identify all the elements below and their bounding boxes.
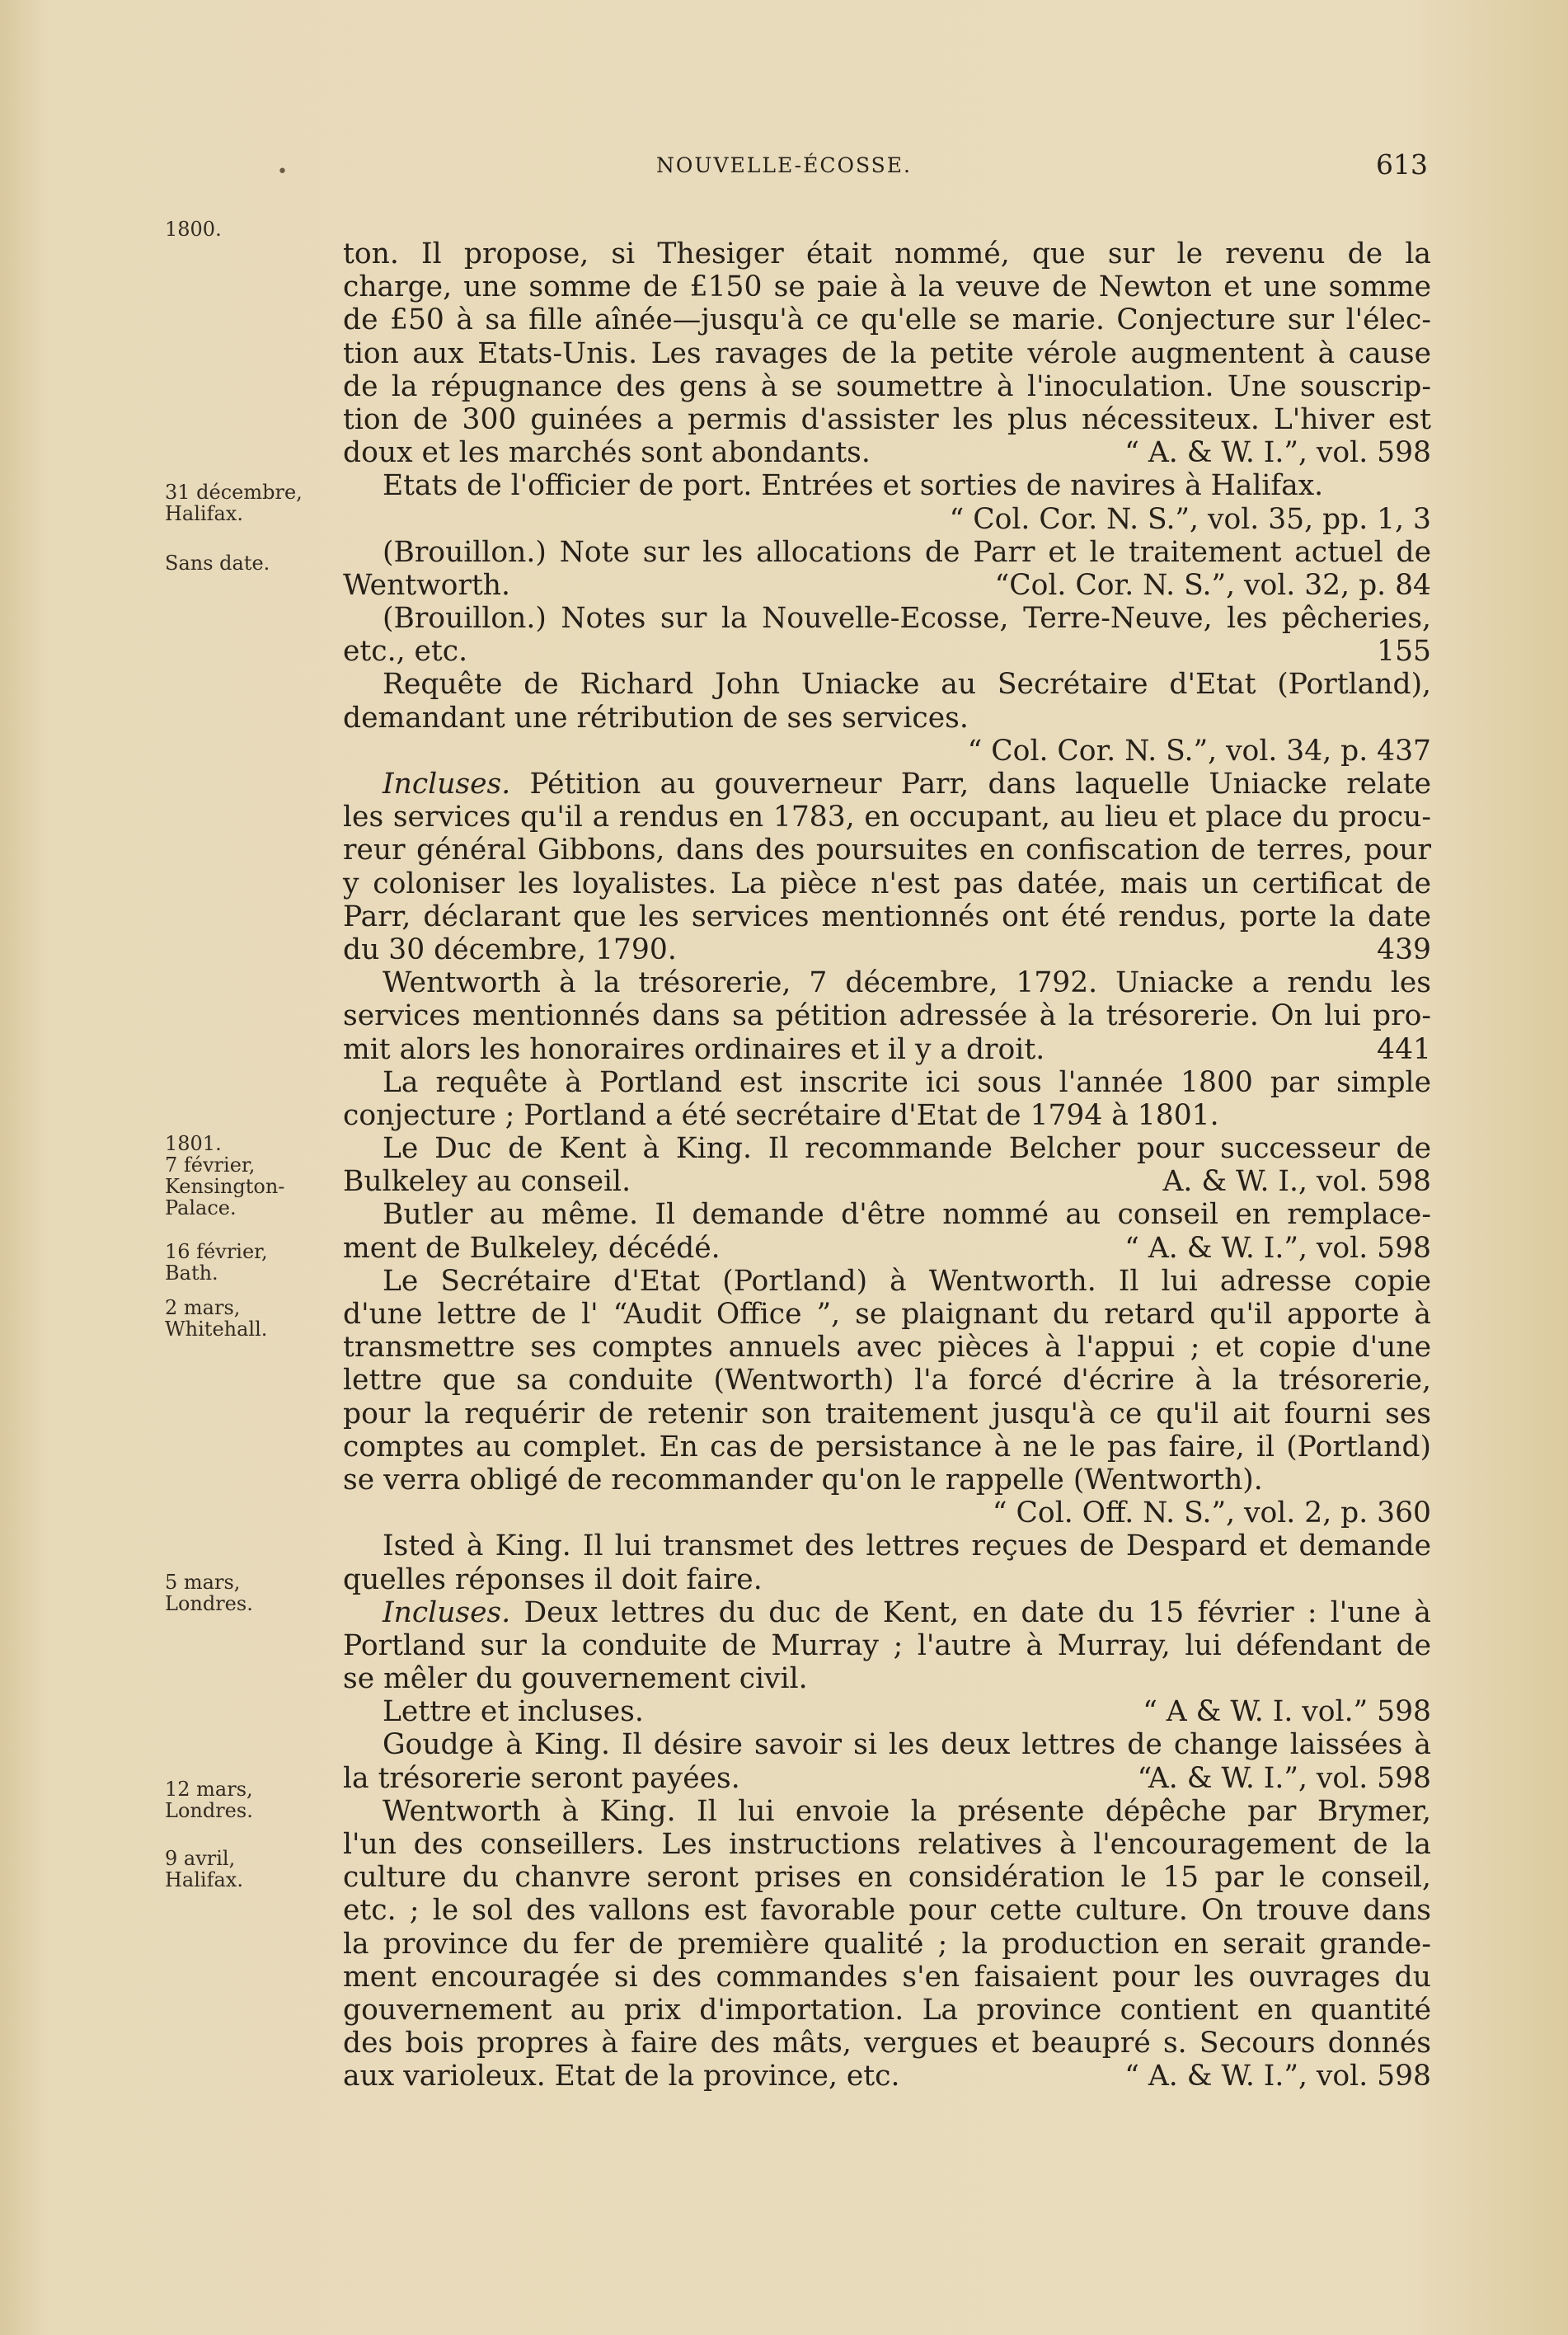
line-text: Wentworth à King. Il lui envoie la présente dépêche par Brymer, (383, 1794, 1431, 1828)
margin-note-line: 2 mars, (165, 1296, 241, 1319)
margin-date-note (165, 1297, 342, 1340)
reference-citation: 441 (1377, 1032, 1431, 1066)
margin-note-line: 1801. (165, 1132, 222, 1155)
text-line (343, 1994, 1431, 2027)
line-text: Wentworth à la trésorerie, 7 décembre, 1792. Uniacke a rendu les (383, 966, 1431, 1000)
text-line (343, 1398, 1431, 1431)
line-text: lettre que sa conduite (Wentworth) l'a forcé d'écrire à la trésorerie, (343, 1364, 1431, 1398)
line-text: Portland sur la conduite de Murray ; l'autre à Murray, lui défendant de (343, 1628, 1431, 1662)
line-text: (Brouillon.) Note sur les allocations de Parr et le traitement actuel de (383, 535, 1431, 569)
margin-date-note (165, 1572, 342, 1614)
line-text: La requête à Portland est inscrite ici sous l'année 1800 par simple (383, 1065, 1431, 1099)
line-text: etc. ; le sol des vallons est favorable pour cette culture. On trouve dans (343, 1894, 1431, 1928)
margin-note-line: 16 février, (165, 1240, 268, 1263)
text-line (343, 1463, 1431, 1496)
text-line (343, 1132, 1431, 1165)
text-line (343, 1861, 1431, 1894)
line-text: comptes au complet. En cas de persistance à ne le pas faire, il (Portland) (343, 1430, 1431, 1463)
margin-note-line: Sans date. (165, 552, 270, 575)
line-text: l'un des conseillers. Les instructions relatives à l'encouragement de la (343, 1828, 1431, 1861)
reference-citation: “Col. Cor. N. S.”, vol. 32, p. 84 (994, 568, 1431, 602)
line-text: ton. Il propose, si Thesiger était nommé, que sur le revenu de la (343, 237, 1431, 270)
line-text: reur général Gibbons, dans des poursuites en confiscation de terres, pour (343, 834, 1431, 867)
line-text: ment de Bulkeley, décédé. (343, 1231, 721, 1265)
text-line (343, 1066, 1431, 1099)
text-line (343, 602, 1431, 635)
text-line (343, 1431, 1431, 1463)
text-line (343, 1198, 1431, 1231)
line-text: Etats de l'officier de port. Entrées et sorties de navires à Halifax. (383, 469, 1324, 503)
text-line (343, 801, 1431, 834)
line-text: conjecture ; Portland a été secrétaire d'Etat de 1794 à 1801. (343, 1098, 1219, 1132)
page-header (0, 148, 1568, 195)
text-line (343, 867, 1431, 900)
margin-date-note (165, 552, 342, 574)
line-text: etc., etc. (343, 635, 468, 669)
line-text: Requête de Richard John Uniacke au Secrétaire d'Etat (Portland), (383, 668, 1431, 702)
text-line (343, 2060, 1431, 2093)
line-text: Wentworth. (343, 568, 510, 602)
reference-citation: “A. & W. I.”, vol. 598 (1137, 1761, 1431, 1795)
line-text: Bulkeley au conseil. (343, 1165, 631, 1199)
text-line (343, 1563, 1431, 1596)
text-line (343, 1298, 1431, 1331)
margin-note-line: Halifax. (165, 502, 243, 525)
text-line (343, 436, 1431, 469)
line-text: des bois propres à faire des mâts, vergues et beaupré s. Secours donnés (343, 2027, 1431, 2060)
margin-note-line: 9 avril, (165, 1847, 236, 1870)
text-line (343, 900, 1431, 933)
text-line (343, 1795, 1431, 1828)
line-text: Deux lettres du duc de Kent, en date du 15 février : l'une à (510, 1595, 1431, 1629)
text-line (343, 668, 1431, 701)
text-line (343, 270, 1431, 303)
line-text: de £50 à sa fille aînée—jusqu'à ce qu'elle se marie. Conjecture sur l'élec- (343, 303, 1431, 337)
line-text: mit alors les honoraires ordinaires et il y a droit. (343, 1032, 1045, 1066)
margin-note-line: Londres. (165, 1592, 253, 1615)
text-line (343, 370, 1431, 403)
line-text: d'une lettre de l' “Audit Office ”, se plaignant du retard qu'il apporte à (343, 1298, 1431, 1331)
text-line (343, 237, 1431, 270)
text-line (343, 834, 1431, 867)
reference-citation: “ A. & W. I.”, vol. 598 (1124, 436, 1431, 470)
margin-date-note (165, 1241, 342, 1284)
margin-note-line: Bath. (165, 1261, 218, 1285)
line-text: charge, une somme de £150 se paie à la veuve de Newton et une somme (343, 270, 1431, 304)
text-line (343, 702, 1431, 735)
line-text: (Brouillon.) Notes sur la Nouvelle-Ecosse, Terre-Neuve, les pêcheries, (383, 602, 1431, 636)
text-line (343, 1596, 1431, 1629)
margin-note-line: 1800. (165, 218, 222, 241)
text-line (343, 503, 1431, 536)
text-line (343, 1099, 1431, 1132)
line-text: tion aux Etats-Unis. Les ravages de la petite vérole augmentent à cause (343, 336, 1431, 370)
margin-date-note (165, 1778, 342, 1821)
margin-date-note (165, 1133, 342, 1219)
line-text: transmettre ses comptes annuels avec pièces à l'appui ; et copie d'une (343, 1331, 1431, 1365)
text-line (343, 1265, 1431, 1298)
line-text: se mêler du gouvernement civil. (343, 1662, 808, 1696)
italic-label: Incluses. (383, 768, 511, 801)
line-text: Le Duc de Kent à King. Il recommande Belcher pour successeur de (383, 1132, 1431, 1166)
line-text: Goudge à King. Il désire savoir si les deux lettres de change laissées à (383, 1728, 1431, 1762)
text-line (343, 768, 1431, 801)
line-text: “ Col. Cor. N. S.”, vol. 34, p. 437 (967, 734, 1431, 768)
text-line (343, 1529, 1431, 1562)
line-text: les services qu'il a rendus en 1783, en occupant, au lieu et place du procu- (343, 801, 1431, 834)
text-line (343, 1629, 1431, 1662)
text-line (343, 933, 1431, 966)
margin-note-line: Halifax. (165, 1868, 243, 1891)
margin-note-line: Kensington- (165, 1175, 285, 1198)
text-line (343, 469, 1431, 502)
italic-label: Incluses. (383, 1595, 511, 1629)
line-text: la trésorerie seront payées. (343, 1761, 740, 1795)
page-number: 613 (1376, 148, 1428, 181)
line-text: de la répugnance des gens à se soumettre à l'inoculation. Une souscrip- (343, 369, 1431, 403)
running-title: NOUVELLE-ÉCOSSE. (656, 153, 912, 177)
text-line (343, 1728, 1431, 1761)
text-line (343, 1928, 1431, 1961)
line-text: tion de 300 guinées a permis d'assister les plus nécessiteux. L'hiver est (343, 402, 1431, 436)
text-line (343, 1762, 1431, 1795)
line-text: gouvernement au prix d'importation. La province contient en quantité (343, 1993, 1431, 2027)
text-line (343, 635, 1431, 668)
text-line (343, 569, 1431, 602)
margin-date-note (165, 482, 342, 524)
text-line (343, 2027, 1431, 2060)
text-line (343, 303, 1431, 336)
text-line (343, 1364, 1431, 1397)
line-text: demandant une rétribution de ses services. (343, 701, 969, 735)
margin-note-line: 12 mars, (165, 1778, 253, 1801)
margin-note-line: Londres. (165, 1799, 253, 1822)
line-text: Pétition au gouverneur Parr, dans laquelle Uniacke relate (510, 768, 1431, 801)
text-line (343, 1961, 1431, 1994)
line-text: doux et les marchés sont abondants. (343, 436, 871, 470)
line-text: “ Col. Cor. N. S.”, vol. 35, pp. 1, 3 (949, 502, 1431, 536)
line-text: Butler au même. Il demande d'être nommé au conseil en remplace- (383, 1198, 1431, 1232)
margin-note-line: 5 mars, (165, 1571, 241, 1594)
text-line (343, 1331, 1431, 1364)
text-line (343, 1894, 1431, 1927)
text-line (343, 1033, 1431, 1066)
reference-citation: “ A. & W. I.”, vol. 598 (1124, 1231, 1431, 1265)
text-line (343, 1662, 1431, 1695)
line-text: du 30 décembre, 1790. (343, 933, 677, 966)
text-line (343, 1232, 1431, 1265)
margin-note-line: 7 février, (165, 1153, 256, 1177)
margin-note-line: Palace. (165, 1196, 237, 1219)
margin-note-line: Whitehall. (165, 1318, 268, 1341)
line-text: la province du fer de première qualité ; la production en serait grande- (343, 1927, 1431, 1961)
line-text: aux varioleux. Etat de la province, etc. (343, 2060, 900, 2093)
margin-date-note (165, 1848, 342, 1891)
line-text: culture du chanvre seront prises en considération le 15 par le conseil, (343, 1861, 1431, 1895)
line-text: “ Col. Off. N. S.”, vol. 2, p. 360 (992, 1496, 1431, 1530)
text-line (343, 337, 1431, 370)
line-text: Lettre et incluses. (383, 1695, 644, 1729)
reference-citation: 155 (1377, 635, 1431, 669)
text-line (343, 999, 1431, 1032)
reference-citation: “ A & W. I. vol.” 598 (1143, 1695, 1431, 1729)
text-line (343, 1828, 1431, 1861)
ink-mark: • (277, 162, 288, 182)
text-line (343, 1165, 1431, 1198)
line-text: ment encouragée si des commandes s'en faisaient pour les ouvrages du (343, 1960, 1431, 1994)
line-text: Parr, déclarant que les services mentionnés ont été rendus, porte la date (343, 900, 1431, 933)
line-text: services mentionnés dans sa pétition adressée à la trésorerie. On lui pro- (343, 999, 1431, 1033)
line-text: se verra obligé de recommander qu'on le rappelle (Wentworth). (343, 1463, 1263, 1496)
line-text: Isted à King. Il lui transmet des lettres reçues de Despard et demande (383, 1529, 1431, 1563)
text-line (343, 403, 1431, 436)
text-line (343, 966, 1431, 999)
line-text: pour la requérir de retenir son traitement jusqu'à ce qu'il ait fourni ses (343, 1397, 1431, 1431)
reference-citation: A. & W. I., vol. 598 (1162, 1165, 1431, 1199)
line-text: quelles réponses il doit faire. (343, 1562, 763, 1596)
line-text: Le Secrétaire d'Etat (Portland) à Wentworth. Il lui adresse copie (383, 1264, 1431, 1298)
text-line (343, 1496, 1431, 1529)
margin-note-line: 31 décembre, (165, 481, 303, 504)
margin-date-note (165, 218, 342, 240)
text-line (343, 536, 1431, 569)
reference-citation: 439 (1377, 933, 1431, 966)
reference-citation: “ A. & W. I.”, vol. 598 (1124, 2060, 1431, 2093)
body-text (343, 237, 1431, 2093)
line-text: y coloniser les loyalistes. La pièce n'est pas datée, mais un certificat de (343, 867, 1431, 900)
text-line (343, 1695, 1431, 1728)
text-line (343, 735, 1431, 768)
